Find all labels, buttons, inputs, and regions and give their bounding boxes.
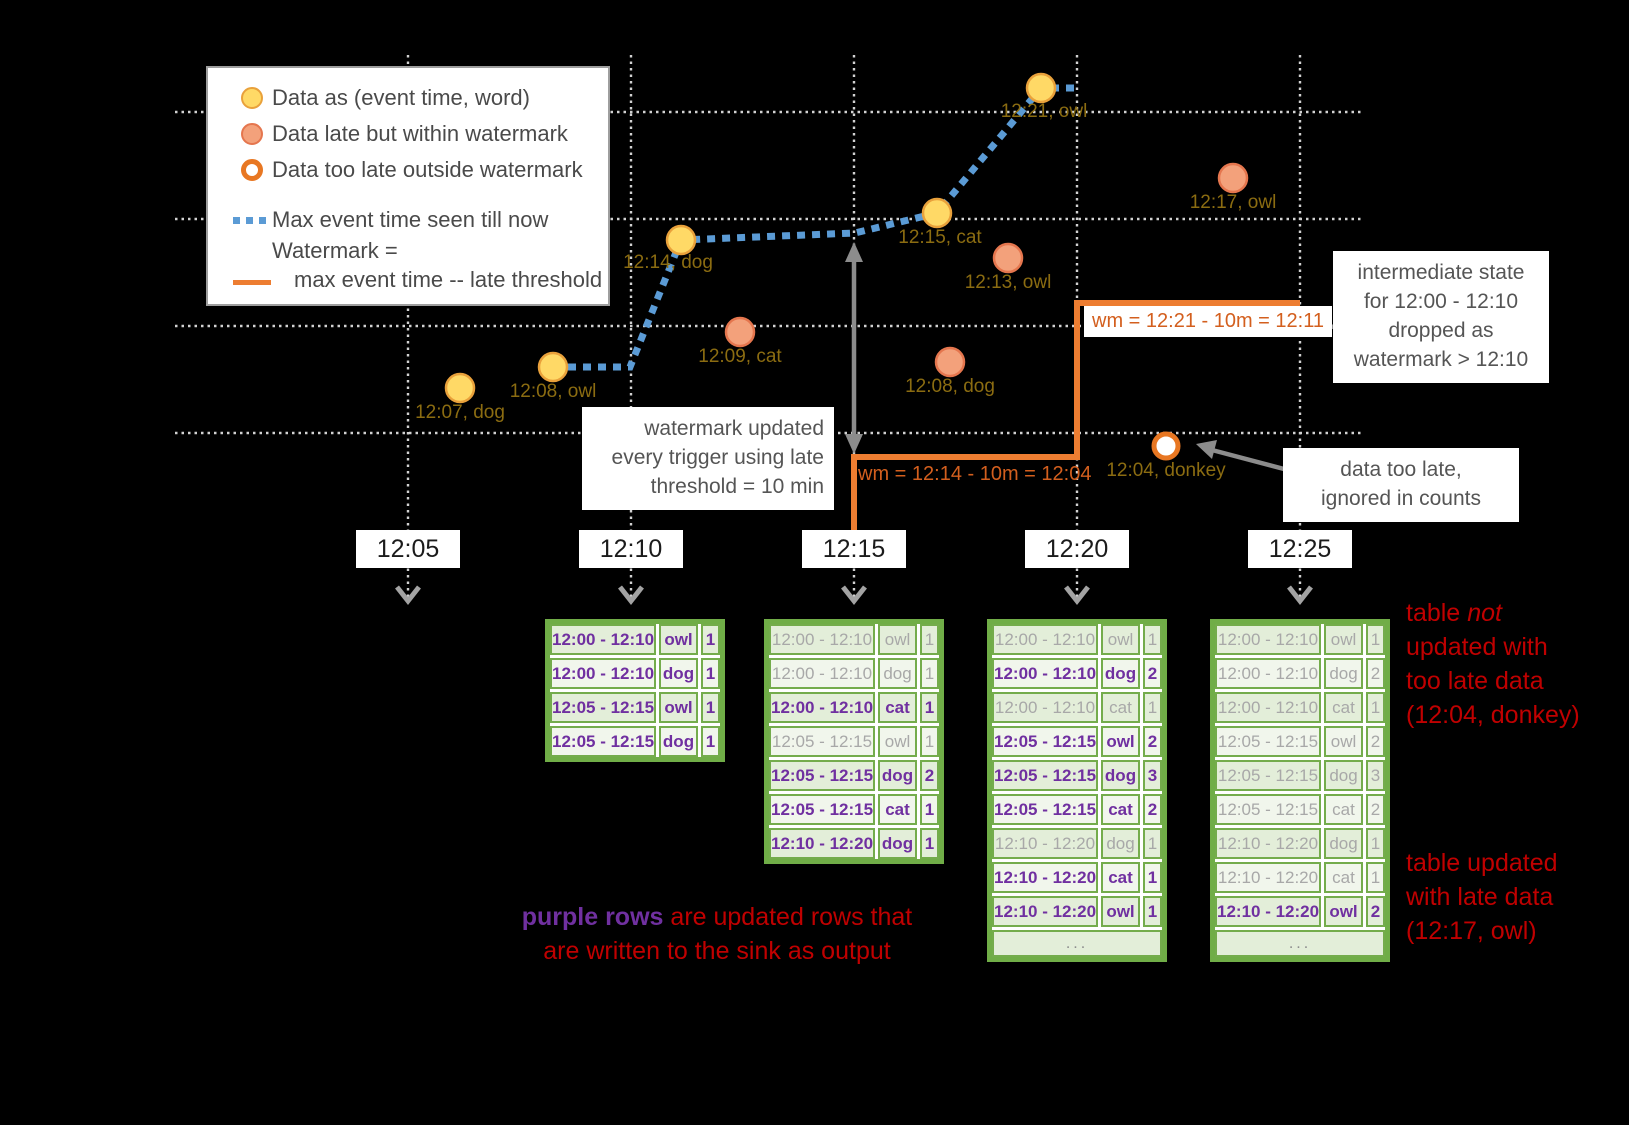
purple-rows-caption: purple rows are updated rows that are written to the sink as output: [521, 903, 913, 965]
note-table-not-updated: table not updated with too late data (12:04, donkey): [1406, 599, 1580, 729]
count-cell: 2: [1366, 794, 1385, 825]
table-row: [550, 624, 720, 655]
count-cell: 1: [1143, 862, 1162, 893]
table-row: [992, 692, 1162, 723]
trigger-time-1220: 12:20: [1025, 530, 1129, 568]
point-1209-cat: [726, 318, 754, 346]
word-cell: owl: [1101, 624, 1140, 655]
open-dot-icon: [232, 159, 272, 181]
window-cell: 12:05 - 12:15: [1215, 726, 1321, 757]
arrow-down-head: [845, 434, 863, 454]
orange-line-icon: [232, 236, 272, 294]
window-cell: 12:05 - 12:15: [992, 760, 1098, 791]
window-cell: 12:05 - 12:15: [992, 794, 1098, 825]
callout-intermediate-state: intermediate state for 12:00 - 12:10 dropped as watermark > 12:10: [1333, 251, 1549, 383]
count-cell: 1: [1366, 624, 1385, 655]
window-cell: 12:00 - 12:10: [1215, 692, 1321, 723]
count-cell: 3: [1143, 760, 1162, 791]
word-cell: cat: [1101, 794, 1140, 825]
blue-dotted-line-icon: [232, 217, 272, 224]
table-row: [992, 794, 1162, 825]
table-row: [992, 726, 1162, 757]
window-cell: 12:00 - 12:10: [769, 624, 875, 655]
count-cell: 1: [701, 726, 720, 757]
table-row: [769, 794, 939, 825]
table-row: [769, 624, 939, 655]
window-cell: 12:00 - 12:10: [769, 658, 875, 689]
point-label: 12:21, owl: [1000, 101, 1088, 122]
count-cell: 1: [1143, 896, 1162, 927]
count-cell: 1: [701, 624, 720, 655]
word-cell: cat: [878, 794, 917, 825]
window-cell: 12:00 - 12:10: [1215, 624, 1321, 655]
point-1217-owl: [1219, 164, 1247, 192]
word-cell: dog: [659, 658, 698, 689]
table-row: [1215, 692, 1385, 723]
watermark-line: [854, 303, 1300, 530]
result-table-1220: [987, 619, 1167, 962]
table-row: [550, 726, 720, 757]
table-row: [992, 624, 1162, 655]
trigger-time-1210: 12:10: [579, 530, 683, 568]
count-cell: 2: [1366, 658, 1385, 689]
window-cell: 12:05 - 12:15: [992, 726, 1098, 757]
table-row: [1215, 828, 1385, 859]
word-cell: owl: [659, 692, 698, 723]
window-cell: 12:05 - 12:15: [769, 794, 875, 825]
count-cell: 2: [1366, 896, 1385, 927]
point-label: 12:13, owl: [964, 272, 1052, 293]
callout-watermark-updated: watermark updated every trigger using late threshold = 10 min: [582, 407, 834, 510]
point-label: 12:08, owl: [509, 381, 597, 402]
window-cell: 12:10 - 12:20: [1215, 896, 1321, 927]
word-cell: owl: [659, 624, 698, 655]
salmon-dot-icon: [232, 123, 272, 145]
window-cell: 12:05 - 12:15: [550, 726, 656, 757]
word-cell: cat: [1101, 692, 1140, 723]
legend-label: Data too late outside watermark: [272, 157, 583, 182]
window-cell: 12:05 - 12:15: [1215, 794, 1321, 825]
count-cell: 1: [1143, 692, 1162, 723]
table-row: [1215, 726, 1385, 757]
result-table-1210: [545, 619, 725, 762]
point-label: 12:08, dog: [905, 376, 995, 397]
count-cell: 2: [1143, 726, 1162, 757]
window-cell: 12:00 - 12:10: [992, 692, 1098, 723]
window-cell: 12:00 - 12:10: [550, 624, 656, 655]
table-row: [1215, 760, 1385, 791]
count-cell: 1: [1366, 862, 1385, 893]
table-row: [992, 896, 1162, 927]
word-cell: owl: [1324, 896, 1363, 927]
word-cell: owl: [1101, 726, 1140, 757]
count-cell: 1: [1366, 828, 1385, 859]
word-cell: dog: [878, 828, 917, 859]
count-cell: 2: [1366, 726, 1385, 757]
point-label: 12:04, donkey: [1106, 460, 1226, 481]
window-cell: 12:10 - 12:20: [992, 862, 1098, 893]
result-table-1225: [1210, 619, 1390, 962]
window-cell: 12:05 - 12:15: [769, 726, 875, 757]
trigger-time-1215: 12:15: [802, 530, 906, 568]
watermark-update-label-1: wm = 12:14 - 10m = 12:04: [858, 463, 1092, 485]
legend-item: [232, 152, 608, 188]
legend-item: [232, 80, 608, 116]
table-row: [1215, 896, 1385, 927]
count-cell: 3: [1366, 760, 1385, 791]
count-cell: 1: [920, 794, 939, 825]
table-row: [769, 692, 939, 723]
table-row: [769, 760, 939, 791]
word-cell: cat: [878, 692, 917, 723]
legend-item: [232, 116, 608, 152]
point-1214-dog: [667, 226, 695, 254]
table-row: [992, 862, 1162, 893]
point-1208-dog: [936, 348, 964, 376]
window-cell: 12:10 - 12:20: [769, 828, 875, 859]
table-row: [769, 658, 939, 689]
count-cell: 1: [920, 624, 939, 655]
table-row: [1215, 794, 1385, 825]
legend-label: Watermark = max event time -- late threshold: [272, 238, 603, 292]
table-row: [1215, 624, 1385, 655]
watermark-update-label-2: wm = 12:21 - 10m = 12:11: [1084, 306, 1332, 337]
legend-label: Data as (event time, word): [272, 85, 530, 110]
count-cell: 1: [920, 658, 939, 689]
window-cell: 12:10 - 12:20: [1215, 828, 1321, 859]
table-row: [1215, 658, 1385, 689]
table-row: [992, 658, 1162, 689]
window-cell: 12:05 - 12:15: [769, 760, 875, 791]
word-cell: cat: [1324, 794, 1363, 825]
word-cell: dog: [1324, 760, 1363, 791]
word-cell: dog: [1101, 828, 1140, 859]
word-cell: dog: [1101, 760, 1140, 791]
point-label: 12:07, dog: [415, 402, 505, 423]
point-1221-owl: [1027, 74, 1055, 102]
word-cell: owl: [1101, 896, 1140, 927]
table-row-ellipsis: [1215, 930, 1385, 957]
window-cell: 12:10 - 12:20: [1215, 862, 1321, 893]
count-cell: 2: [920, 760, 939, 791]
ellipsis-cell: ...: [1215, 930, 1385, 957]
point-1204-donkey: [1154, 434, 1178, 458]
word-cell: owl: [878, 726, 917, 757]
word-cell: cat: [1324, 862, 1363, 893]
point-label: 12:14, dog: [623, 252, 713, 273]
table-row: [769, 726, 939, 757]
legend-item: [232, 236, 608, 294]
word-cell: owl: [1324, 624, 1363, 655]
trigger-time-1205: 12:05: [356, 530, 460, 568]
table-row: [550, 692, 720, 723]
word-cell: dog: [659, 726, 698, 757]
yellow-dot-icon: [232, 87, 272, 109]
window-cell: 12:00 - 12:10: [992, 624, 1098, 655]
callout-too-late: data too late, ignored in counts: [1283, 448, 1519, 522]
count-cell: 1: [1143, 624, 1162, 655]
count-cell: 1: [1143, 828, 1162, 859]
word-cell: cat: [1101, 862, 1140, 893]
point-label: 12:17, owl: [1189, 192, 1277, 213]
point-label: 12:09, cat: [698, 346, 782, 367]
legend-item: [232, 204, 608, 236]
legend-label: Data late but within watermark: [272, 121, 568, 146]
count-cell: 1: [920, 828, 939, 859]
count-cell: 2: [1143, 794, 1162, 825]
table-row-ellipsis: [992, 930, 1162, 957]
legend-label: Max event time seen till now: [272, 207, 549, 232]
too-late-arrow-head: [1196, 440, 1217, 459]
table-row: [1215, 862, 1385, 893]
word-cell: owl: [878, 624, 917, 655]
table-row: [769, 828, 939, 859]
word-cell: dog: [1101, 658, 1140, 689]
trigger-time-1225: 12:25: [1248, 530, 1352, 568]
window-cell: 12:00 - 12:10: [1215, 658, 1321, 689]
legend: [206, 66, 610, 306]
window-cell: 12:00 - 12:10: [769, 692, 875, 723]
word-cell: dog: [1324, 828, 1363, 859]
count-cell: 1: [1366, 692, 1385, 723]
note-table-updated: table updated with late data (12:17, owl): [1406, 849, 1558, 945]
count-cell: 1: [701, 692, 720, 723]
word-cell: owl: [1324, 726, 1363, 757]
count-cell: 1: [701, 658, 720, 689]
word-cell: dog: [878, 658, 917, 689]
window-cell: 12:00 - 12:10: [550, 658, 656, 689]
table-row: [992, 828, 1162, 859]
ellipsis-cell: ...: [992, 930, 1162, 957]
window-cell: 12:10 - 12:20: [992, 896, 1098, 927]
count-cell: 1: [920, 692, 939, 723]
point-1208-owl: [539, 353, 567, 381]
point-label: 12:15, cat: [898, 227, 982, 248]
window-cell: 12:00 - 12:10: [992, 658, 1098, 689]
point-1215-cat: [923, 199, 951, 227]
word-cell: cat: [1324, 692, 1363, 723]
window-cell: 12:05 - 12:15: [1215, 760, 1321, 791]
count-cell: 1: [920, 726, 939, 757]
result-table-1215: [764, 619, 944, 864]
word-cell: dog: [1324, 658, 1363, 689]
table-row: [992, 760, 1162, 791]
window-cell: 12:10 - 12:20: [992, 828, 1098, 859]
word-cell: dog: [878, 760, 917, 791]
table-row: [550, 658, 720, 689]
window-cell: 12:05 - 12:15: [550, 692, 656, 723]
count-cell: 2: [1143, 658, 1162, 689]
